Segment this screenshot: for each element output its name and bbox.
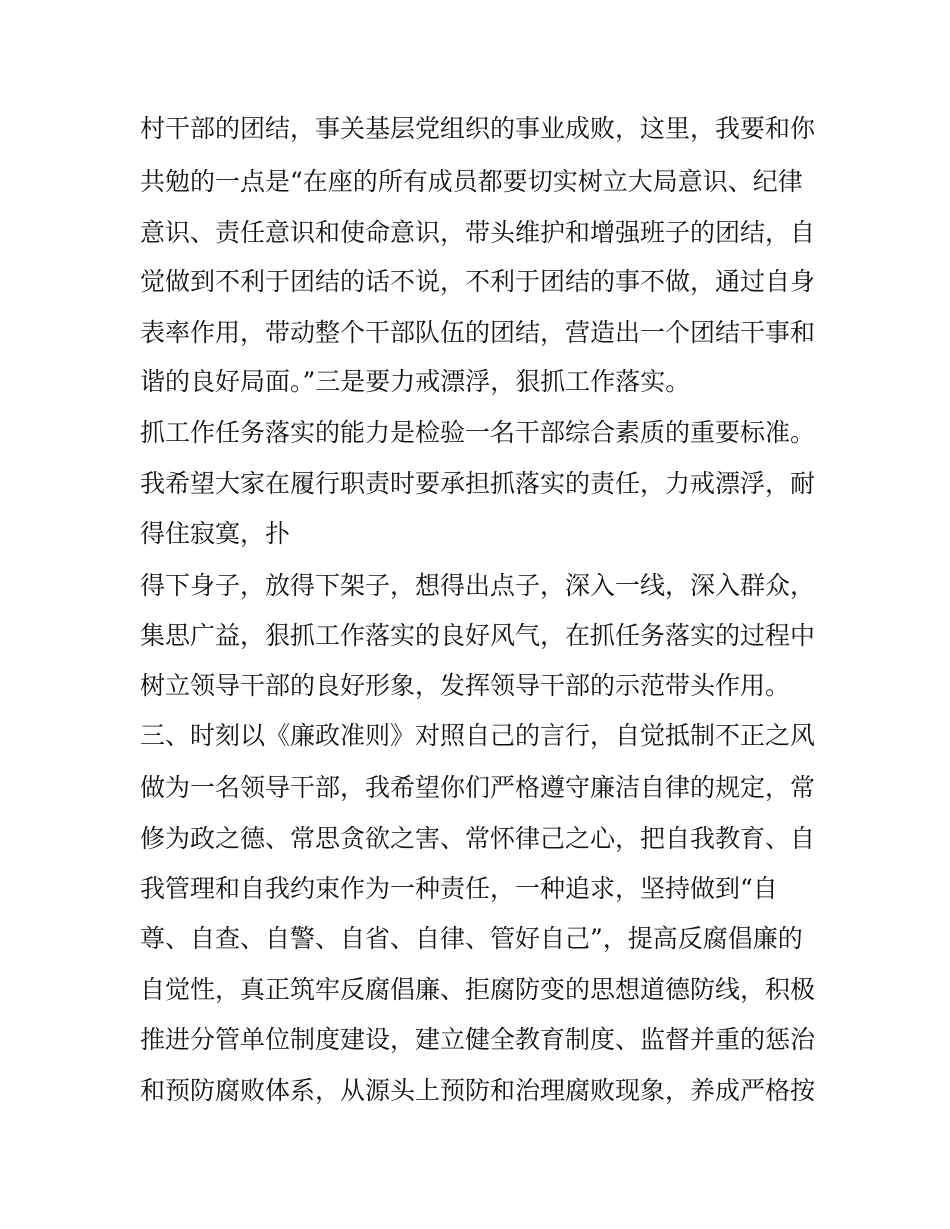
text-line: 尊、自查、自警、自省、自律、管好自己”，提高反腐倡廉的 bbox=[140, 924, 803, 953]
text-line: 我希望大家在履行职责时要承担抓落实的责任，力戒漂浮，耐 bbox=[140, 469, 816, 498]
text-line: 推进分管单位制度建设，建立健全教育制度、监督并重的惩治 bbox=[140, 1025, 816, 1054]
text-line: 和预防腐败体系，从源头上预防和治理腐败现象，养成严格按 bbox=[140, 1076, 816, 1105]
text-line: 觉做到不利于团结的话不说，不利于团结的事不做，通过自身 bbox=[140, 267, 816, 296]
text-line: 抓工作任务落实的能力是检验一名干部综合素质的重要标准。 bbox=[140, 418, 816, 447]
text-line: 我管理和自我约束作为一种责任，一种追求，坚持做到“自 bbox=[140, 874, 778, 903]
text-line: 村干部的团结，事关基层党组织的事业成败，这里，我要和你 bbox=[140, 114, 816, 143]
text-line: 共勉的一点是“在座的所有成员都要切实树立大局意识、纪律 bbox=[140, 167, 803, 196]
text-line: 谐的良好局面。”三是要力戒漂浮，狠抓工作落实。 bbox=[140, 367, 691, 396]
text-line: 树立领导干部的良好形象，发挥领导干部的示范带头作用。 bbox=[140, 671, 791, 700]
text-line: 集思广益，狠抓工作落实的良好风气，在抓任务落实的过程中 bbox=[140, 621, 816, 650]
text-line: 得住寂寞，扑 bbox=[140, 519, 291, 548]
text-line: 意识、责任意识和使命意识，带头维护和增强班子的团结，自 bbox=[140, 218, 816, 247]
text-line: 三、时刻以《廉政准则》对照自己的言行，自觉抵制不正之风 bbox=[140, 721, 816, 750]
text-line: 自觉性，真正筑牢反腐倡廉、拒腐防变的思想道德防线，积极 bbox=[140, 975, 816, 1004]
text-line: 修为政之德、常思贪欲之害、常怀律己之心，把自我教育、自 bbox=[140, 824, 816, 853]
text-line: 做为一名领导干部，我希望你们严格遵守廉洁自律的规定，常 bbox=[140, 773, 816, 802]
text-line: 得下身子，放得下架子，想得出点子，深入一线，深入群众， bbox=[140, 571, 816, 600]
text-line: 表率作用，带动整个干部队伍的团结，营造出一个团结干事和 bbox=[140, 318, 816, 347]
